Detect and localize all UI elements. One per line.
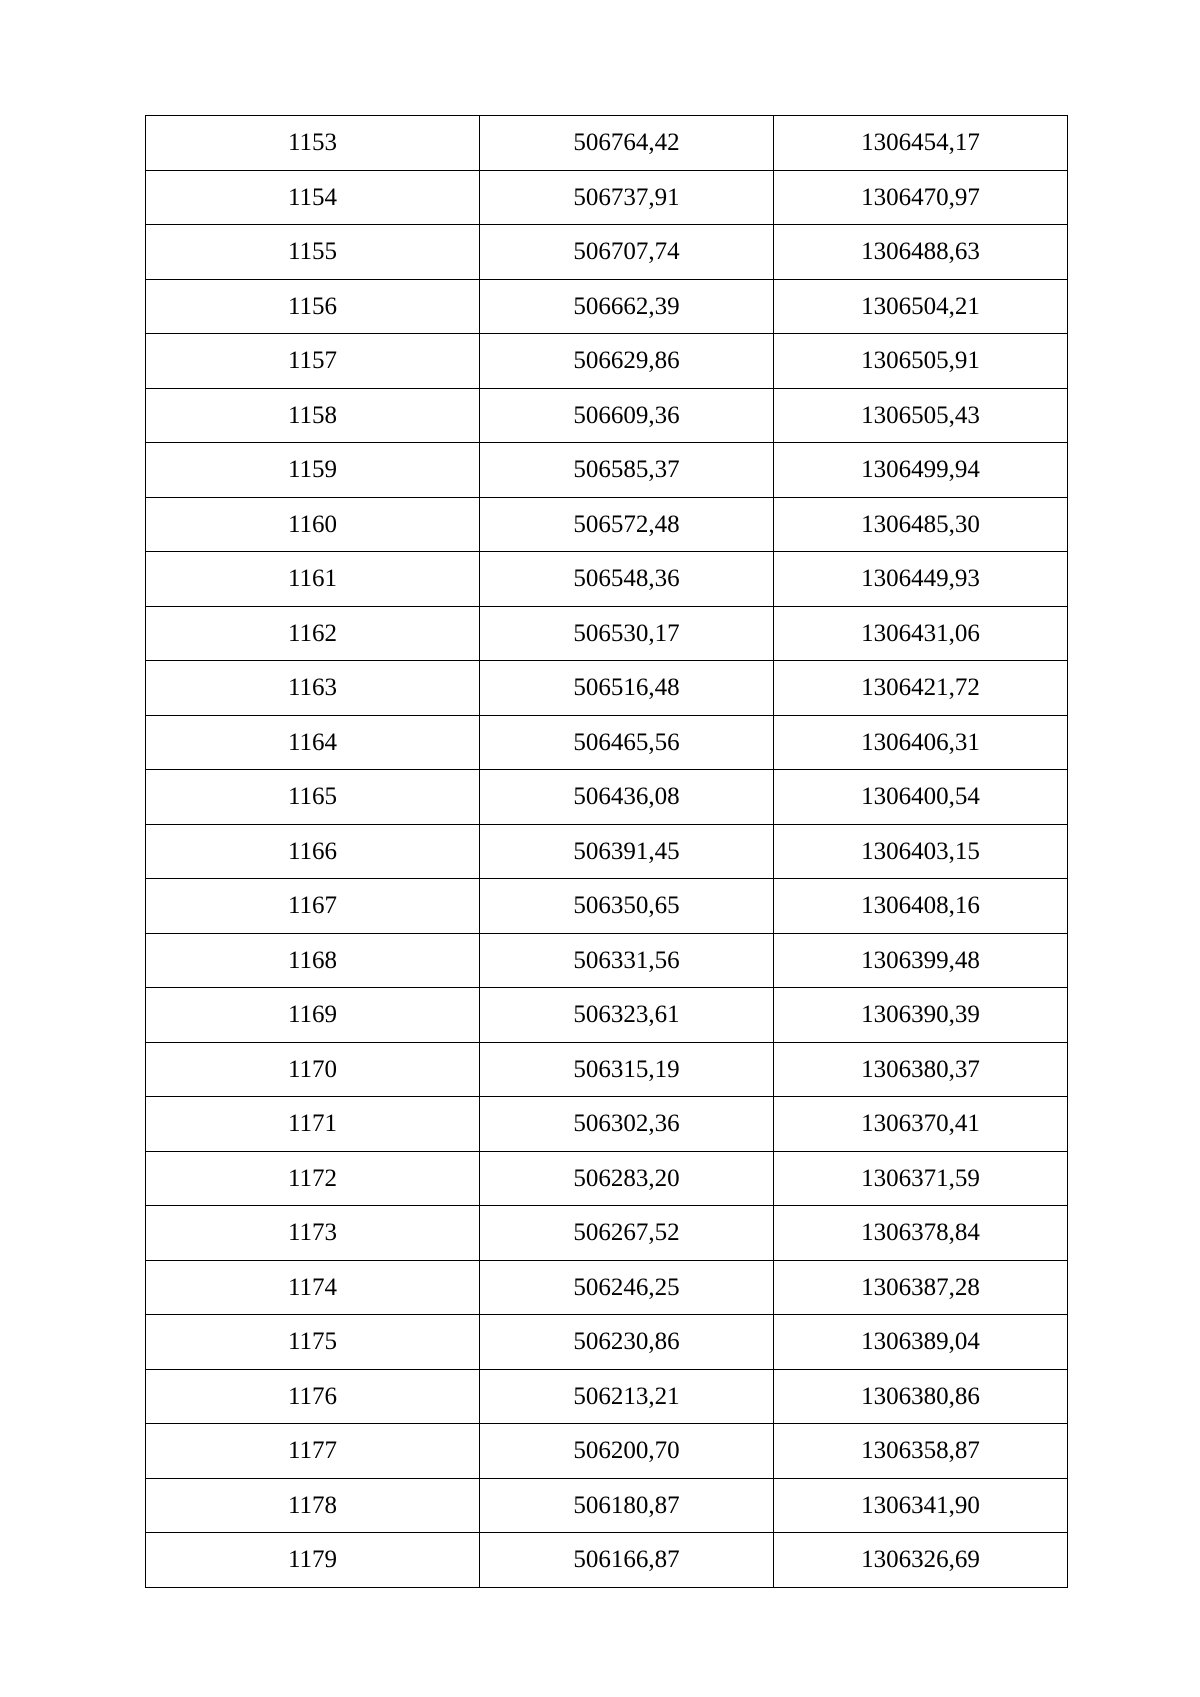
table-row: [146, 497, 1068, 552]
table-row: [146, 552, 1068, 607]
table-row: [146, 1151, 1068, 1206]
point-number-cell: 1172: [146, 1151, 480, 1206]
coordinates-table: [145, 115, 1068, 1588]
table-row: [146, 116, 1068, 171]
y-coordinate-cell: 1306403,15: [774, 824, 1068, 879]
x-coordinate-cell: 506331,56: [480, 933, 774, 988]
y-coordinate-cell: 1306408,16: [774, 879, 1068, 934]
x-coordinate-cell: 506315,19: [480, 1042, 774, 1097]
point-number-cell: 1170: [146, 1042, 480, 1097]
table-row: [146, 1424, 1068, 1479]
y-coordinate-cell: 1306485,30: [774, 497, 1068, 552]
y-coordinate-cell: 1306421,72: [774, 661, 1068, 716]
point-number-cell: 1165: [146, 770, 480, 825]
point-number-cell: 1166: [146, 824, 480, 879]
y-coordinate-cell: 1306370,41: [774, 1097, 1068, 1152]
x-coordinate-cell: 506530,17: [480, 606, 774, 661]
table-row: [146, 388, 1068, 443]
x-coordinate-cell: 506180,87: [480, 1478, 774, 1533]
y-coordinate-cell: 1306380,37: [774, 1042, 1068, 1097]
point-number-cell: 1153: [146, 116, 480, 171]
point-number-cell: 1156: [146, 279, 480, 334]
x-coordinate-cell: 506230,86: [480, 1315, 774, 1370]
x-coordinate-cell: 506707,74: [480, 225, 774, 280]
y-coordinate-cell: 1306499,94: [774, 443, 1068, 498]
y-coordinate-cell: 1306326,69: [774, 1533, 1068, 1588]
x-coordinate-cell: 506585,37: [480, 443, 774, 498]
x-coordinate-cell: 506609,36: [480, 388, 774, 443]
table-row: [146, 1533, 1068, 1588]
table-row: [146, 1478, 1068, 1533]
y-coordinate-cell: 1306488,63: [774, 225, 1068, 280]
x-coordinate-cell: 506548,36: [480, 552, 774, 607]
point-number-cell: 1178: [146, 1478, 480, 1533]
x-coordinate-cell: 506737,91: [480, 170, 774, 225]
table-row: [146, 715, 1068, 770]
table-row: [146, 279, 1068, 334]
y-coordinate-cell: 1306378,84: [774, 1206, 1068, 1261]
y-coordinate-cell: 1306371,59: [774, 1151, 1068, 1206]
table-row: [146, 1369, 1068, 1424]
point-number-cell: 1167: [146, 879, 480, 934]
table-row: [146, 606, 1068, 661]
x-coordinate-cell: 506166,87: [480, 1533, 774, 1588]
table-row: [146, 824, 1068, 879]
point-number-cell: 1159: [146, 443, 480, 498]
table-row: [146, 1206, 1068, 1261]
point-number-cell: 1176: [146, 1369, 480, 1424]
x-coordinate-cell: 506662,39: [480, 279, 774, 334]
point-number-cell: 1175: [146, 1315, 480, 1370]
table-row: [146, 225, 1068, 280]
x-coordinate-cell: 506350,65: [480, 879, 774, 934]
table-row: [146, 661, 1068, 716]
point-number-cell: 1157: [146, 334, 480, 389]
point-number-cell: 1160: [146, 497, 480, 552]
x-coordinate-cell: 506213,21: [480, 1369, 774, 1424]
point-number-cell: 1179: [146, 1533, 480, 1588]
table-row: [146, 879, 1068, 934]
table-row: [146, 988, 1068, 1043]
point-number-cell: 1173: [146, 1206, 480, 1261]
coordinates-table-body: [146, 116, 1068, 1588]
x-coordinate-cell: 506283,20: [480, 1151, 774, 1206]
point-number-cell: 1158: [146, 388, 480, 443]
x-coordinate-cell: 506629,86: [480, 334, 774, 389]
y-coordinate-cell: 1306454,17: [774, 116, 1068, 171]
point-number-cell: 1164: [146, 715, 480, 770]
table-row: [146, 1097, 1068, 1152]
x-coordinate-cell: 506200,70: [480, 1424, 774, 1479]
y-coordinate-cell: 1306389,04: [774, 1315, 1068, 1370]
y-coordinate-cell: 1306504,21: [774, 279, 1068, 334]
x-coordinate-cell: 506267,52: [480, 1206, 774, 1261]
y-coordinate-cell: 1306406,31: [774, 715, 1068, 770]
table-row: [146, 170, 1068, 225]
y-coordinate-cell: 1306390,39: [774, 988, 1068, 1043]
y-coordinate-cell: 1306470,97: [774, 170, 1068, 225]
point-number-cell: 1162: [146, 606, 480, 661]
point-number-cell: 1174: [146, 1260, 480, 1315]
table-row: [146, 770, 1068, 825]
y-coordinate-cell: 1306505,91: [774, 334, 1068, 389]
point-number-cell: 1168: [146, 933, 480, 988]
x-coordinate-cell: 506246,25: [480, 1260, 774, 1315]
point-number-cell: 1161: [146, 552, 480, 607]
x-coordinate-cell: 506516,48: [480, 661, 774, 716]
point-number-cell: 1169: [146, 988, 480, 1043]
x-coordinate-cell: 506465,56: [480, 715, 774, 770]
x-coordinate-cell: 506436,08: [480, 770, 774, 825]
x-coordinate-cell: 506572,48: [480, 497, 774, 552]
point-number-cell: 1177: [146, 1424, 480, 1479]
table-row: [146, 1042, 1068, 1097]
y-coordinate-cell: 1306400,54: [774, 770, 1068, 825]
y-coordinate-cell: 1306449,93: [774, 552, 1068, 607]
table-row: [146, 1315, 1068, 1370]
x-coordinate-cell: 506323,61: [480, 988, 774, 1043]
table-row: [146, 933, 1068, 988]
y-coordinate-cell: 1306380,86: [774, 1369, 1068, 1424]
x-coordinate-cell: 506302,36: [480, 1097, 774, 1152]
y-coordinate-cell: 1306399,48: [774, 933, 1068, 988]
y-coordinate-cell: 1306341,90: [774, 1478, 1068, 1533]
x-coordinate-cell: 506764,42: [480, 116, 774, 171]
y-coordinate-cell: 1306387,28: [774, 1260, 1068, 1315]
point-number-cell: 1171: [146, 1097, 480, 1152]
table-row: [146, 443, 1068, 498]
x-coordinate-cell: 506391,45: [480, 824, 774, 879]
point-number-cell: 1155: [146, 225, 480, 280]
y-coordinate-cell: 1306505,43: [774, 388, 1068, 443]
y-coordinate-cell: 1306358,87: [774, 1424, 1068, 1479]
table-row: [146, 334, 1068, 389]
y-coordinate-cell: 1306431,06: [774, 606, 1068, 661]
point-number-cell: 1154: [146, 170, 480, 225]
table-row: [146, 1260, 1068, 1315]
point-number-cell: 1163: [146, 661, 480, 716]
